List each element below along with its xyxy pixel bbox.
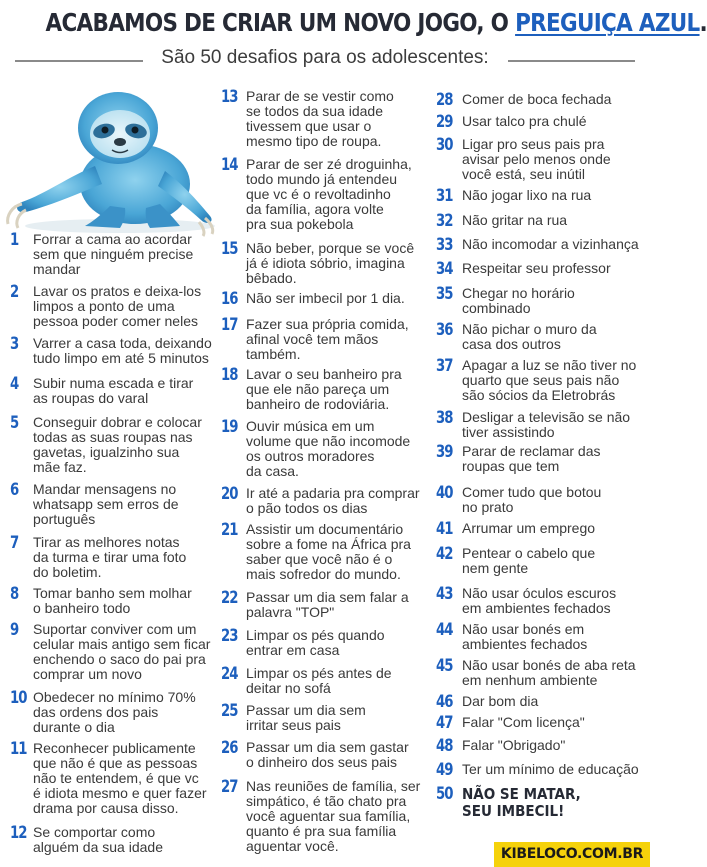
challenge-number: 48 <box>436 736 453 756</box>
challenge-number: 10 <box>10 688 27 708</box>
challenge-text: Não gritar na rua <box>462 212 568 228</box>
challenge-number: 45 <box>436 656 453 676</box>
site-name: KIBELOCO.COM.BR <box>500 846 644 862</box>
challenge-number: 37 <box>436 356 453 376</box>
challenge-text: Limpar os pés quando entrar em casa <box>246 627 385 658</box>
challenge-text: Obedecer no mínimo 70% das ordens dos pais durante o dia <box>33 689 196 735</box>
challenge-number: 34 <box>436 259 453 279</box>
challenge-number: 22 <box>221 588 238 608</box>
challenge-number: 41 <box>436 519 453 539</box>
challenge-number: 27 <box>221 777 238 797</box>
challenge-text: Não jogar lixo na rua <box>462 187 592 203</box>
challenge-number: 12 <box>10 823 27 843</box>
title-highlight: PREGUIÇA AZUL <box>515 8 700 37</box>
challenge-number: 24 <box>221 664 238 684</box>
challenge-text: Passar um dia sem falar a palavra "TOP" <box>246 589 409 620</box>
challenge-number: 49 <box>436 760 453 780</box>
challenge-text: Chegar no horário combinado <box>462 285 575 316</box>
challenge-text: Passar um dia sem gastar o dinheiro dos seus pais <box>246 739 409 770</box>
challenge-number: 18 <box>221 365 238 385</box>
challenge-text: Forrar a cama ao acordar sem que ninguém precise mandar <box>33 231 194 277</box>
challenge-number: 40 <box>436 483 453 503</box>
challenge-number: 6 <box>10 480 19 500</box>
challenge-number: 19 <box>221 417 238 437</box>
challenge-text: Assistir um documentário sobre a fome na África pra saber que você não é o mais sofredor do mundo. <box>246 521 411 582</box>
challenge-text: Tomar banho sem molhar o banheiro todo <box>33 585 192 616</box>
challenge-text: Parar de reclamar das roupas que tem <box>462 443 601 474</box>
challenge-number: 44 <box>436 620 453 640</box>
challenge-number: 35 <box>436 284 453 304</box>
challenge-number: 29 <box>436 112 453 132</box>
challenge-text: Ligar pro seus pais pra avisar pelo menos onde você está, seu inútil <box>462 136 611 182</box>
challenge-text: Lavar os pratos e deixa-los limpos a ponto de uma pessoa poder comer neles <box>33 283 202 329</box>
challenge-number: 28 <box>436 90 453 110</box>
challenge-text: Pentear o cabelo que nem gente <box>462 545 596 576</box>
challenge-number: 23 <box>221 626 238 646</box>
challenge-number: 26 <box>221 738 238 758</box>
challenge-text: Não incomodar a vizinhança <box>462 236 639 252</box>
challenge-text: Falar "Obrigado" <box>462 737 566 753</box>
challenge-text: Não usar bonés em ambientes fechados <box>462 621 588 652</box>
challenge-number: 3 <box>10 334 19 354</box>
challenge-text: NÃO SE MATAR, SEU IMBECIL! <box>462 785 581 820</box>
challenge-number: 39 <box>436 442 453 462</box>
challenge-number: 31 <box>436 186 453 206</box>
challenge-text: Respeitar seu professor <box>462 260 611 276</box>
challenge-text: Não beber, porque se você já é idiota sóbrio, imagina bêbado. <box>246 240 415 286</box>
challenge-text: Conseguir dobrar e colocar todas as suas roupas nas gavetas, igualzinho sua mãe faz. <box>33 414 202 475</box>
challenge-number: 20 <box>221 484 238 504</box>
challenge-number: 9 <box>10 620 19 640</box>
challenge-number: 30 <box>436 135 453 155</box>
challenge-text: Tirar as melhores notas da turma e tirar uma foto do boletim. <box>33 534 187 580</box>
footer-banner <box>494 842 650 867</box>
challenge-number: 50 <box>436 784 453 804</box>
challenge-text: Não ser imbecil por 1 dia. <box>246 290 405 306</box>
challenge-number: 32 <box>436 211 453 231</box>
challenge-number: 46 <box>436 692 453 712</box>
challenge-number: 14 <box>221 155 238 175</box>
challenge-number: 21 <box>221 520 238 540</box>
challenge-number: 7 <box>10 533 19 553</box>
challenge-number: 11 <box>10 739 27 759</box>
challenge-text: Arrumar um emprego <box>462 520 596 536</box>
challenge-text: Passar um dia sem irritar seus pais <box>246 702 366 733</box>
challenge-text: Suportar conviver com um celular mais antigo sem ficar enchendo o saco do pai pra comprar um novo <box>33 621 211 682</box>
challenge-text: Ouvir música em um volume que não incomode os outros moradores da casa. <box>246 418 411 479</box>
challenge-text: Parar de ser zé droguinha, todo mundo já entendeu que vc é o revoltadinho da família, agora volte pra sua pokebola <box>246 156 412 232</box>
sloth-icon <box>0 76 230 236</box>
challenge-number: 42 <box>436 544 453 564</box>
challenge-text: Ter um mínimo de educação <box>462 761 639 777</box>
challenge-text: Dar bom dia <box>462 693 539 709</box>
challenge-text: Varrer a casa toda, deixando tudo limpo em até 5 minutos <box>33 335 212 366</box>
title-text: ACABAMOS DE CRIAR UM NOVO JOGO, O <box>45 8 516 37</box>
challenge-number: 17 <box>221 315 238 335</box>
challenge-text: Não usar bonés de aba reta em nenhum ambiente <box>462 657 636 688</box>
challenge-text: Ir até a padaria pra comprar o pão todos os dias <box>246 485 420 516</box>
challenge-number: 43 <box>436 584 453 604</box>
challenge-text: Apagar a luz se não tiver no quarto que seus pais não são sócios da Eletrobrás <box>462 357 637 403</box>
challenge-number: 1 <box>10 230 19 250</box>
challenge-number: 47 <box>436 713 453 733</box>
page-title <box>45 8 707 37</box>
subtitle-text: São 50 desafios para os adolescentes: <box>155 47 494 68</box>
challenge-text: Reconhecer publicamente que não é que as pessoas não te entendem, é que vc é idiota mesmo e quer fazer drama por causa disso. <box>33 740 207 816</box>
subtitle <box>0 47 650 75</box>
challenge-number: 36 <box>436 320 453 340</box>
challenge-number: 25 <box>221 701 238 721</box>
challenge-text: Fazer sua própria comida, afinal você tem mãos também. <box>246 316 409 362</box>
challenge-number: 8 <box>10 584 19 604</box>
challenge-text: Não pichar o muro da casa dos outros <box>462 321 597 352</box>
challenge-text: Usar talco pra chulé <box>462 113 587 129</box>
challenge-number: 2 <box>10 282 19 302</box>
challenge-text: Mandar mensagens no whatsapp sem erros de português <box>33 481 179 527</box>
challenge-text: Limpar os pés antes de deitar no sofá <box>246 665 392 696</box>
challenge-text: Nas reuniões de família, ser simpático, é tão chato pra você aguentar sua família, quanto é pra sua família aguentar você. <box>246 778 421 854</box>
challenge-text: Parar de se vestir como se todos da sua idade tivessem que usar o mesmo tipo de roupa. <box>246 88 394 149</box>
challenge-number: 16 <box>221 289 238 309</box>
challenge-number: 15 <box>221 239 238 259</box>
challenge-text: Não usar óculos escuros em ambientes fechados <box>462 585 617 616</box>
challenge-text: Comer de boca fechada <box>462 91 612 107</box>
challenge-text: Falar "Com licença" <box>462 714 585 730</box>
challenge-text: Subir numa escada e tirar as roupas do varal <box>33 375 194 406</box>
title-period: . <box>699 8 707 37</box>
challenge-number: 33 <box>436 235 453 255</box>
challenge-text: Se comportar como alguém da sua idade <box>33 824 163 855</box>
challenge-text: Lavar o seu banheiro pra que ele não pareça um banheiro de rodoviária. <box>246 366 402 412</box>
challenge-number: 13 <box>221 87 238 107</box>
challenge-number: 5 <box>10 413 19 433</box>
challenge-number: 4 <box>10 374 19 394</box>
challenge-text: Desligar a televisão se não tiver assistindo <box>462 409 631 440</box>
challenge-number: 38 <box>436 408 453 428</box>
challenge-text: Comer tudo que botou no prato <box>462 484 602 515</box>
